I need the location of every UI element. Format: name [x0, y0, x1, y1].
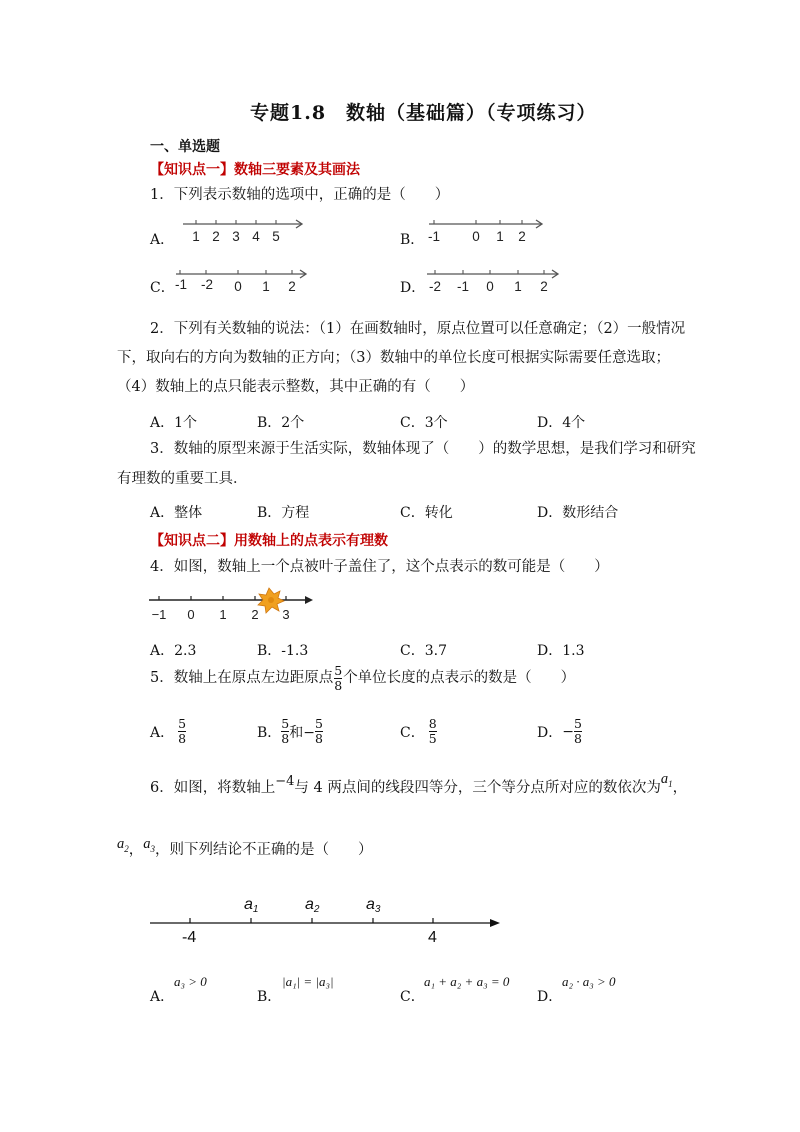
q1a-tick-label: 2	[212, 229, 220, 244]
q3-option-c: C．转化	[400, 505, 453, 521]
q1d-tick-label: 0	[486, 279, 494, 294]
q6-line2-rest: ，则下列结论不正确的是（ ）	[155, 842, 373, 858]
q5-fraction-numerator: 5	[334, 663, 343, 678]
question-2-line-3: （4）数轴上的点只能表示整数，其中正确的有（ ）	[117, 379, 475, 395]
q5d-minus: −	[562, 723, 574, 740]
q1c-tick-label: -2	[200, 277, 214, 292]
q5-option-c	[400, 718, 437, 745]
question-2-line-1: 2．下列有关数轴的说法：（1）在画数轴时，原点位置可以任意确定；（2）一般情况	[150, 321, 686, 337]
q6-option-a-label: A．	[150, 989, 175, 1005]
q5-option-b-label: B．	[257, 724, 282, 741]
q5b-num2: 5	[314, 716, 323, 731]
q6-prefix: 6．如图，将数轴上	[150, 780, 276, 796]
q6-axis-a2-label: a2	[305, 896, 320, 915]
q4-tick-label: 2	[251, 607, 259, 622]
q1-option-b-axis	[424, 214, 549, 248]
q3-option-a: A．整体	[150, 505, 203, 521]
q1b-tick-label: 2	[518, 229, 526, 244]
q6-option-b-expr: |a₁| = |a₃|	[282, 974, 334, 989]
q6-a1-sub: 1	[668, 778, 673, 789]
q1a-tick-label: 1	[192, 229, 200, 244]
q6-axis-a1-label: a1	[244, 896, 259, 915]
question-3-line-1: 3．数轴的原型来源于生活实际，数轴体现了（ ）的数学思想，是我们学习和研究	[150, 441, 696, 457]
q3-option-b: B．方程	[257, 505, 310, 521]
q6-option-c-expr: a₁ + a₂ + a₃ = 0	[424, 974, 510, 989]
q5a-num: 5	[178, 716, 187, 731]
q1-option-a-label: A．	[150, 232, 175, 248]
q5b-fraction-1	[281, 718, 289, 745]
q5a-fraction	[178, 718, 186, 745]
q5-option-d-label: D．	[537, 724, 563, 741]
q5c-fraction	[429, 718, 437, 745]
q1-option-d-label: D．	[400, 280, 426, 296]
q6-a1-letter: a	[660, 771, 669, 787]
q6-a3-sub: 3	[150, 843, 155, 854]
q6-a2	[117, 836, 129, 852]
question-3-line-2: 有理数的重要工具．	[117, 471, 248, 487]
q4-option-b: B．-1.3	[257, 643, 309, 659]
q2-option-d: D．4个	[537, 415, 586, 431]
q6-a3	[143, 836, 155, 852]
q5a-den: 8	[178, 731, 187, 746]
question-4-stem: 4．如图，数轴上一个点被叶子盖住了，这个点表示的数可能是（ ）	[150, 559, 609, 575]
q1d-tick-label: 1	[514, 279, 522, 294]
q6-number-line	[146, 890, 506, 950]
q4-tick-label: −1	[151, 607, 167, 622]
q5-stem-suffix: 个单位长度的点表示的数是（ ）	[343, 670, 576, 687]
question-5-stem	[150, 665, 575, 692]
q1a-tick-label: 4	[252, 229, 260, 244]
q6-minus-four: −4	[275, 774, 295, 789]
q1b-tick-label: 1	[496, 229, 504, 244]
q5c-num: 8	[428, 716, 437, 731]
q5-stem-prefix: 5．数轴上在原点左边距原点	[150, 670, 334, 687]
q1b-tick-label: -1	[427, 229, 441, 244]
q6-axis-a3-label: a3	[366, 896, 381, 915]
q6-sep: ，	[128, 842, 144, 858]
knowledge-point-1: 【知识点一】数轴三要素及其画法	[150, 162, 360, 178]
q5b-num1: 5	[281, 716, 290, 731]
q4-option-c: C．3.7	[400, 643, 447, 659]
q1a-tick-label: 3	[232, 229, 240, 244]
q5d-num: 5	[573, 716, 582, 731]
q1-option-c-axis	[171, 264, 311, 298]
q5b-and: 和−	[289, 724, 315, 741]
q1-option-c-label: C．	[150, 280, 175, 296]
q6-a1	[661, 771, 673, 787]
q1-option-d-axis	[422, 264, 562, 298]
q5-fraction	[334, 665, 342, 692]
q6-comma: ，	[672, 780, 688, 796]
q1d-tick-label: -2	[428, 279, 442, 294]
knowledge-point-2: 【知识点二】用数轴上的点表示有理数	[150, 533, 388, 549]
q5d-den: 8	[573, 731, 582, 746]
q1c-tick-label: 1	[262, 279, 270, 294]
q6-middle-text: 与 4 两点间的线段四等分，三个等分点所对应的数依次为	[294, 780, 661, 796]
q5d-fraction	[574, 718, 582, 745]
q6-option-d-expr: a₂ · a₃ > 0	[562, 974, 616, 989]
q5-option-a	[150, 718, 186, 745]
q4-tick-label: 1	[219, 607, 227, 622]
q4-tick-label: 0	[187, 607, 195, 622]
q6-axis-right-label: 4	[428, 929, 437, 946]
q1c-tick-label: 0	[234, 279, 242, 294]
q6-option-d-label: D．	[537, 989, 563, 1005]
question-2-line-2: 下，取向右的方向为数轴的正方向；（3）数轴中的单位长度可根据实际需要任意选取；	[117, 350, 670, 366]
q6-option-c-label: C．	[400, 989, 425, 1005]
q5-option-b	[257, 718, 323, 745]
q6-axis-left-label: -4	[182, 929, 197, 946]
section-heading: 一、单选题	[150, 139, 220, 155]
q5b-fraction-2	[315, 718, 323, 745]
question-1-stem: 1．下列表示数轴的选项中，正确的是（ ）	[150, 187, 450, 203]
q5c-den: 5	[428, 731, 437, 746]
question-6-line-1	[150, 771, 688, 800]
q1a-tick-label: 5	[272, 229, 280, 244]
q2-option-c: C．3个	[400, 415, 448, 431]
q1-option-a-axis	[178, 214, 308, 248]
q4-tick-label: 3	[282, 607, 290, 622]
q5-option-d	[537, 718, 582, 745]
q6-a2-sub: 2	[124, 843, 129, 854]
q4-option-d: D．1.3	[537, 643, 585, 659]
q1c-tick-label: 2	[288, 279, 296, 294]
q1c-tick-label: -1	[174, 277, 188, 292]
q5-option-c-label: C．	[400, 724, 425, 741]
q5b-den1: 8	[281, 731, 290, 746]
q6-option-a-expr: a₃ > 0	[174, 974, 207, 989]
q2-option-a: A．1个	[150, 415, 198, 431]
q5-fraction-denominator: 8	[334, 678, 343, 693]
q6-a2-letter: a	[117, 836, 125, 852]
q1-option-b-label: B．	[400, 232, 425, 248]
q1d-tick-label: 2	[540, 279, 548, 294]
q1b-tick-label: 0	[472, 229, 480, 244]
page-title: 专题1.8 数轴（基础篇）（专项练习）	[250, 102, 597, 124]
question-6-line-2	[117, 836, 373, 862]
q2-option-b: B．2个	[257, 415, 305, 431]
q1d-tick-label: -1	[456, 279, 470, 294]
q6-option-b-label: B．	[257, 989, 282, 1005]
q3-option-d: D．数形结合	[537, 505, 619, 521]
q5-option-a-label: A．	[150, 724, 175, 741]
q4-option-a: A．2.3	[150, 643, 197, 659]
q4-number-line	[145, 586, 315, 626]
q5b-den2: 8	[314, 731, 323, 746]
q6-a3-letter: a	[143, 836, 151, 852]
